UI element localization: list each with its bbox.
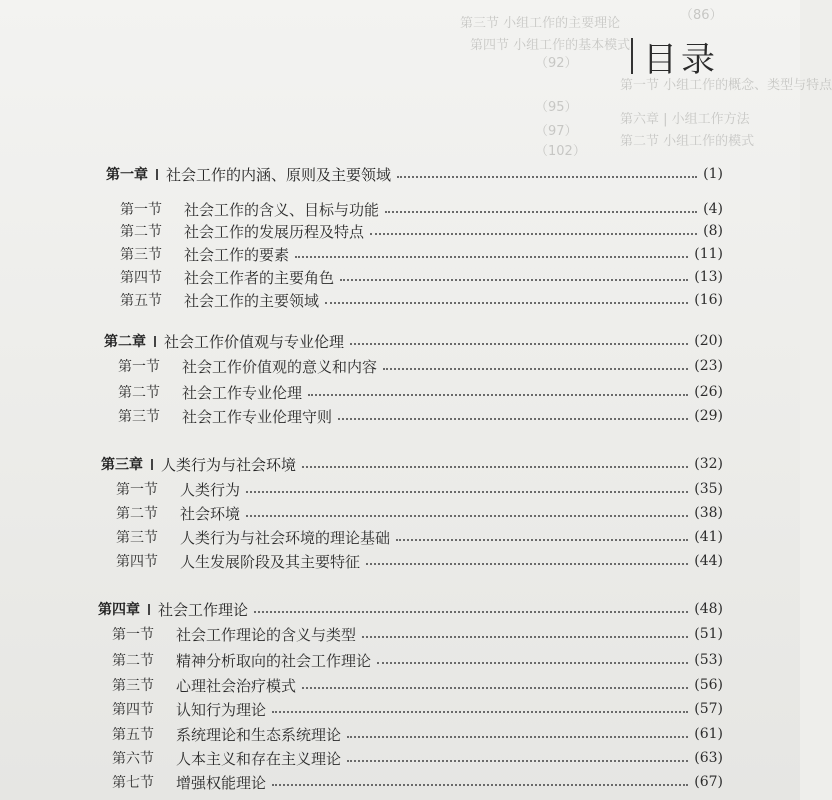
leader-dots — [350, 343, 688, 345]
section-label: 第一节 — [118, 359, 160, 375]
leader-dots — [302, 466, 688, 468]
page-number: (48) — [694, 601, 723, 617]
page-number: (51) — [694, 626, 723, 642]
section-title: 社会工作的含义、目标与功能 — [184, 200, 380, 219]
leader-dots — [325, 302, 688, 304]
section-label: 第三节 — [112, 678, 154, 694]
page-number: (56) — [694, 677, 723, 693]
ghost-line: 第三节 小组工作的主要理论 — [460, 16, 621, 31]
leader-dots — [246, 515, 688, 517]
section-row — [118, 406, 723, 426]
section-row — [120, 199, 723, 219]
section-title: 社会工作专业伦理 — [182, 383, 303, 402]
chapter-title: 社会工作的内涵、原则及主要领域 — [166, 165, 392, 184]
chapter-row — [106, 164, 723, 184]
page-number: (67) — [694, 774, 723, 790]
ghost-line: （95） — [535, 100, 578, 115]
bleed-through-text — [430, 0, 832, 159]
leader-dots — [347, 760, 688, 762]
title-divider — [631, 38, 633, 74]
page-number: (13) — [694, 269, 723, 285]
page-number: (35) — [694, 481, 723, 497]
page-number: (63) — [694, 750, 723, 766]
section-row — [118, 356, 723, 376]
section-row — [112, 675, 723, 695]
section-label: 第四节 — [120, 270, 162, 286]
section-title: 人本主义和存在主义理论 — [176, 749, 342, 768]
ghost-line: （97） — [535, 124, 578, 139]
ghost-line: 第二节 小组工作的模式 — [620, 134, 755, 149]
section-label: 第二节 — [120, 224, 162, 240]
leader-dots — [366, 563, 688, 565]
section-row — [112, 650, 723, 670]
section-row — [120, 244, 723, 264]
section-label: 第五节 — [120, 293, 162, 309]
chapter-title: 社会工作价值观与专业伦理 — [164, 332, 345, 351]
page-number: (23) — [694, 358, 723, 374]
chapter-label: 第四章 — [98, 602, 140, 618]
page-number: (29) — [694, 408, 723, 424]
ghost-line: 第一节 小组工作的概念、类型与特点 — [620, 78, 832, 93]
leader-dots — [272, 784, 688, 786]
page-number: (16) — [694, 292, 723, 308]
section-label: 第一节 — [112, 627, 154, 643]
section-row — [116, 527, 723, 547]
section-row — [120, 267, 723, 287]
chapter-divider — [154, 336, 156, 347]
section-title: 社会工作者的主要角色 — [184, 268, 335, 287]
section-title: 社会工作的发展历程及特点 — [184, 222, 365, 241]
section-row — [116, 551, 723, 571]
leader-dots — [383, 368, 688, 370]
chapter-label: 第二章 — [104, 334, 146, 350]
section-title: 心理社会治疗模式 — [176, 676, 297, 695]
toc-title — [631, 36, 719, 80]
page-number: (61) — [694, 726, 723, 742]
section-title: 人生发展阶段及其主要特征 — [180, 552, 361, 571]
chapter-divider — [148, 604, 150, 615]
section-label: 第四节 — [116, 554, 158, 570]
ghost-line: （102） — [535, 144, 586, 159]
section-row — [112, 748, 723, 768]
page-number: (1) — [703, 166, 723, 182]
section-title: 增强权能理论 — [176, 773, 267, 792]
section-row — [116, 503, 723, 523]
section-label: 第一节 — [116, 482, 158, 498]
page-number: (38) — [694, 505, 723, 521]
leader-dots — [340, 279, 688, 281]
page-number: (53) — [694, 652, 723, 668]
ghost-line: （92） — [535, 56, 578, 71]
chapter-title: 人类行为与社会环境 — [161, 455, 297, 474]
leader-dots — [362, 636, 688, 638]
section-row — [116, 479, 723, 499]
section-label: 第二节 — [116, 506, 158, 522]
chapter-divider — [156, 169, 158, 180]
ghost-line: 第四节 小组工作的基本模式 — [470, 38, 631, 53]
section-row — [112, 624, 723, 644]
section-row — [120, 290, 723, 310]
section-title: 人类行为与社会环境的理论基础 — [180, 528, 391, 547]
section-label: 第六节 — [112, 751, 154, 767]
leader-dots — [254, 611, 688, 613]
leader-dots — [397, 176, 697, 178]
page-number: (41) — [694, 529, 723, 545]
section-label: 第三节 — [116, 530, 158, 546]
section-title: 社会工作理论的含义与类型 — [176, 625, 357, 644]
page-number: (11) — [694, 246, 723, 262]
chapter-divider — [151, 459, 153, 470]
leader-dots — [308, 394, 688, 396]
section-title: 系统理论和生态系统理论 — [176, 725, 342, 744]
page-number: (57) — [694, 701, 723, 717]
leader-dots — [385, 211, 697, 213]
leader-dots — [370, 233, 697, 235]
leader-dots — [396, 539, 688, 541]
ghost-line: （86） — [680, 8, 723, 23]
section-title: 社会环境 — [180, 504, 241, 523]
leader-dots — [272, 711, 688, 713]
section-label: 第四节 — [112, 702, 154, 718]
section-row — [120, 221, 723, 241]
section-title: 社会工作专业伦理守则 — [182, 407, 333, 426]
section-label: 第二节 — [112, 653, 154, 669]
page-number: (26) — [694, 384, 723, 400]
page-number: (32) — [694, 456, 723, 472]
page-number: (8) — [703, 223, 723, 239]
ghost-line: 第六章 | 小组工作方法 — [620, 112, 750, 127]
section-label: 第七节 — [112, 775, 154, 791]
section-title: 精神分析取向的社会工作理论 — [176, 651, 372, 670]
section-title: 人类行为 — [180, 480, 241, 499]
section-title: 社会工作的主要领域 — [184, 291, 320, 310]
leader-dots — [295, 256, 688, 258]
page-number: (4) — [703, 201, 723, 217]
section-row — [112, 772, 723, 792]
section-row — [118, 382, 723, 402]
section-title: 社会工作的要素 — [184, 245, 290, 264]
section-title: 认知行为理论 — [176, 700, 267, 719]
section-label: 第一节 — [120, 202, 162, 218]
section-row — [112, 724, 723, 744]
chapter-row — [101, 454, 723, 474]
section-label: 第三节 — [118, 409, 160, 425]
page-title: 目录 — [643, 39, 719, 80]
chapter-label: 第一章 — [106, 167, 148, 183]
section-row — [112, 699, 723, 719]
section-label: 第五节 — [112, 727, 154, 743]
page-number: (44) — [694, 553, 723, 569]
section-title: 社会工作价值观的意义和内容 — [182, 357, 378, 376]
leader-dots — [338, 418, 688, 420]
leader-dots — [246, 491, 688, 493]
leader-dots — [347, 736, 688, 738]
section-label: 第二节 — [118, 385, 160, 401]
chapter-row — [104, 331, 723, 351]
leader-dots — [377, 662, 688, 664]
chapter-label: 第三章 — [101, 457, 143, 473]
chapter-row — [98, 599, 723, 619]
page-number: (20) — [694, 333, 723, 349]
leader-dots — [302, 687, 688, 689]
chapter-title: 社会工作理论 — [158, 600, 249, 619]
section-label: 第三节 — [120, 247, 162, 263]
